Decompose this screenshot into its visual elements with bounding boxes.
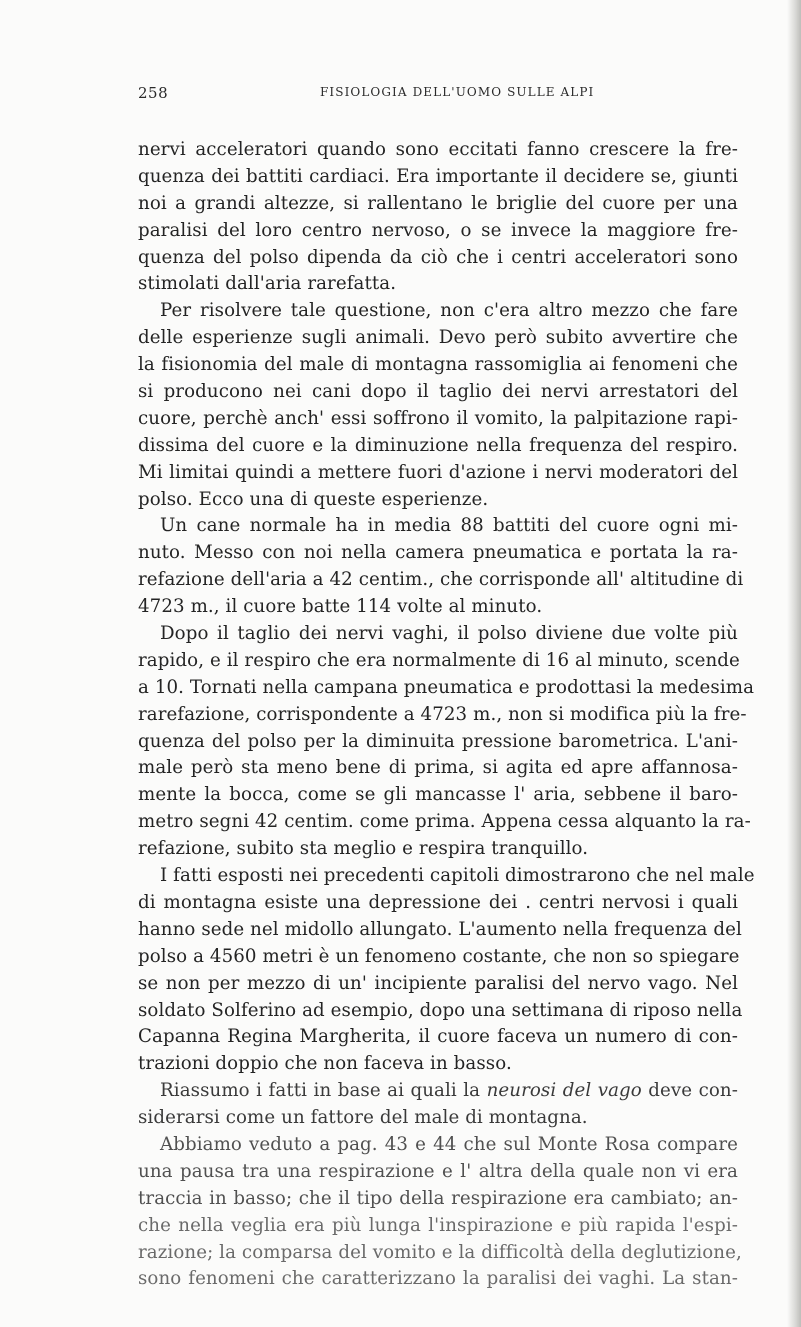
text-line: paralisi del loro centro nervoso, o se invece la maggiore fre- xyxy=(138,219,738,241)
text-line: delle esperienze sugli animali. Devo però subito avvertire che xyxy=(138,327,738,349)
text-line: male però sta meno bene di prima, si agita ed apre affannosa- xyxy=(138,757,738,779)
text-line: quenza dei battiti cardiaci. Era importante il decidere se, giunti xyxy=(138,165,738,187)
text-line: Un cane normale ha in media 88 battiti del cuore ogni mi- xyxy=(160,515,738,537)
text-line-with-italic xyxy=(138,1078,738,1105)
page-edge-shadow xyxy=(787,0,801,1327)
text-line: si producono nei cani dopo il taglio dei nervi arrestatori del xyxy=(138,381,738,403)
text-line: cuore, perchè anch' essi soffrono il vomito, la palpitazione rapi- xyxy=(138,407,738,429)
text-line: Mi limitai quindi a mettere fuori d'azione i nervi moderatori del xyxy=(138,461,738,483)
text-line: Capanna Regina Margherita, il cuore faceva un numero di con- xyxy=(138,1026,738,1048)
text-line: refazione, subito sta meglio e respira tranquillo. xyxy=(138,838,589,860)
text-line: trazioni doppio che non faceva in basso. xyxy=(138,1053,512,1075)
text-line: 4723 m., il cuore batte 114 volte al minuto. xyxy=(138,596,543,618)
text-line: mente la bocca, come se gli mancasse l' aria, sebbene il baro- xyxy=(138,784,738,806)
text-line: Per risolvere tale questione, non c'era altro mezzo che fare xyxy=(160,300,738,322)
text-line: a 10. Tornati nella campana pneumatica e prodottasi la medesima xyxy=(138,676,755,698)
text-line: Dopo il taglio dei nervi vaghi, il polso diviene due volte più xyxy=(160,623,738,645)
text-line: razione; la comparsa del vomito e la difficoltà della deglutizione, xyxy=(138,1241,742,1263)
text-line: noi a grandi altezze, si rallentano le briglie del cuore per una xyxy=(138,192,738,214)
text-line: hanno sede nel midollo allungato. L'aumento nella frequenza del xyxy=(138,918,742,940)
text-segment: deve con- xyxy=(648,1080,738,1102)
text-line: polso. Ecco una di queste esperienze. xyxy=(138,488,489,510)
text-line: che nella veglia era più lunga l'inspirazione e più rapida l'espi- xyxy=(138,1214,738,1236)
body-text xyxy=(138,137,755,1293)
text-line: la fisionomia del male di montagna rassomiglia ai fenomeni che xyxy=(138,354,738,376)
text-line: stimolati dall'aria rarefatta. xyxy=(138,273,397,295)
text-line: polso a 4560 metri è un fenomeno costante, che non so spiegare xyxy=(138,945,740,967)
text-line: refazione dell'aria a 42 centim., che corrisponde all' altitudine di xyxy=(138,569,744,591)
running-title: FISIOLOGIA DELL'UOMO SULLE ALPI xyxy=(320,85,595,99)
text-line: metro segni 42 centim. come prima. Appena cessa alquanto la ra- xyxy=(138,811,751,833)
text-line: sono fenomeni che caratterizzano la paralisi dei vaghi. La stan- xyxy=(138,1268,738,1290)
text-line: quenza del polso dipenda da ciò che i centri acceleratori sono xyxy=(138,246,738,268)
text-line: traccia in basso; che il tipo della respirazione era cambiato; an- xyxy=(138,1187,738,1209)
text-line: nuto. Messo con noi nella camera pneumatica e portata la ra- xyxy=(138,542,738,564)
text-line: nervi acceleratori quando sono eccitati fanno crescere la fre- xyxy=(138,139,738,160)
text-line: soldato Solferino ad esempio, dopo una settimana di riposo nella xyxy=(138,999,743,1021)
text-line: se non per mezzo di un' incipiente paralisi del nervo vago. Nel xyxy=(138,972,738,994)
text-line: dissima del cuore e la diminuzione nella frequenza del respiro. xyxy=(138,434,738,456)
running-header xyxy=(138,84,738,106)
text-segment: Riassumo i fatti in base ai quali la xyxy=(160,1080,481,1102)
page-number: 258 xyxy=(138,84,169,102)
text-line: rapido, e il respiro che era normalmente di 16 al minuto, scende xyxy=(138,649,740,671)
text-line: di montagna esiste una depressione dei . centri nervosi i quali xyxy=(138,891,738,913)
italic-term: neurosi del vago xyxy=(486,1080,642,1102)
text-line: quenza del polso per la diminuita pressione barometrica. L'ani- xyxy=(138,730,738,752)
text-line: una pausa tra una respirazione e l' altra della quale non vi era xyxy=(138,1160,738,1182)
text-line: I fatti esposti nei precedenti capitoli dimostrarono che nel male xyxy=(160,865,755,887)
text-line: rarefazione, corrispondente a 4723 m., non si modifica più la fre- xyxy=(138,703,747,725)
text-line: Abbiamo veduto a pag. 43 e 44 che sul Monte Rosa compare xyxy=(160,1133,738,1155)
text-line: siderarsi come un fattore del male di montagna. xyxy=(138,1107,588,1129)
